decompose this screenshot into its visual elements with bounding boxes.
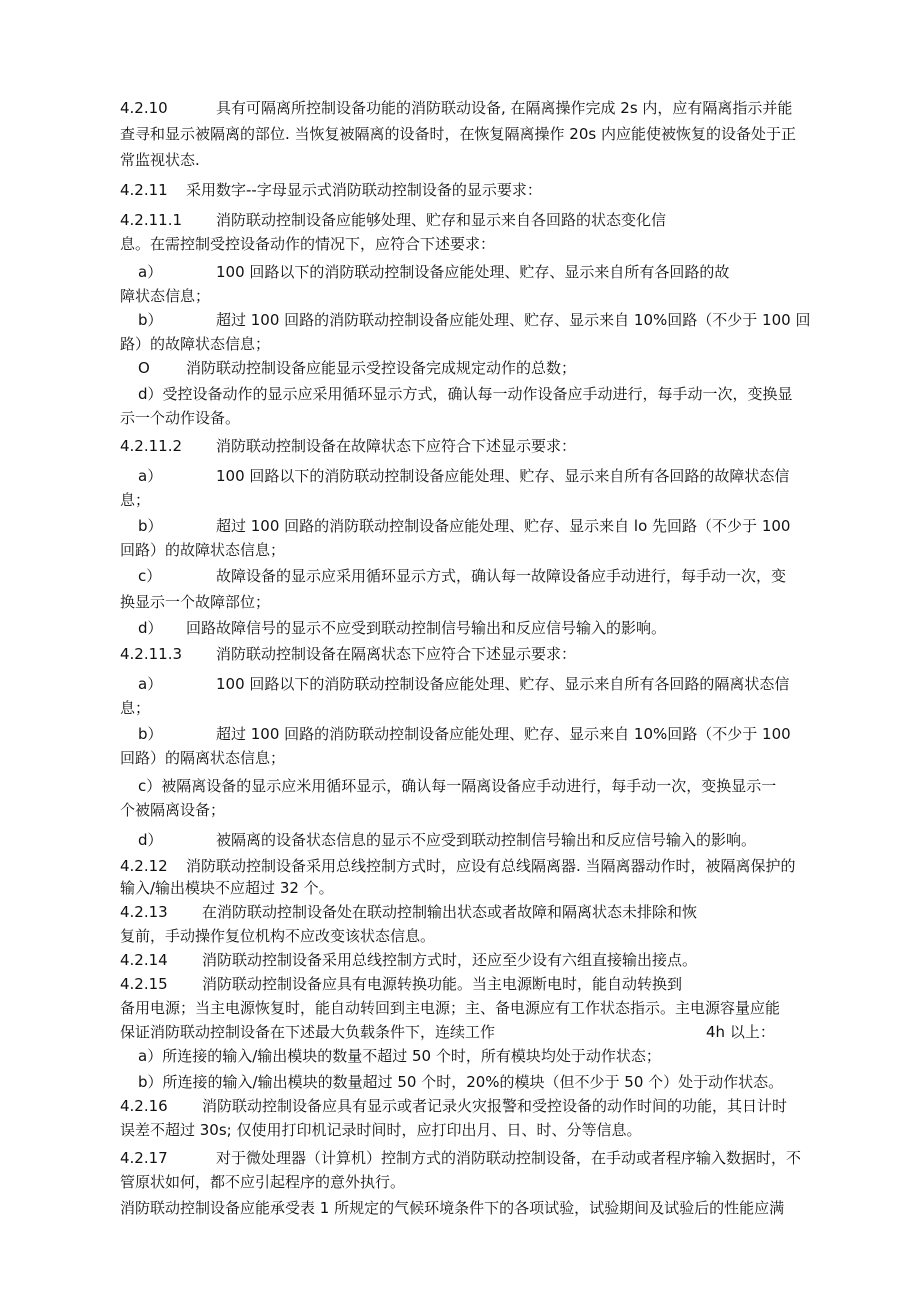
list-item xyxy=(0,618,667,640)
clause-text: 保证消防联动控制设备在下述最大负载条件下，连续工作 xyxy=(120,1023,496,1041)
clause-4-2-12 xyxy=(0,856,796,878)
paragraph-text: 消防联动控制设备应能承受表 1 所规定的气候环境条件下的各项试验，试验期间及试验后的性能应满 xyxy=(120,1199,785,1217)
clause-text: 采用数字--字母显示式消防联动控制设备的显示要求： xyxy=(186,181,542,199)
clause-number: 4.2.13 xyxy=(120,903,168,921)
item-text: 回路）的隔离状态信息； xyxy=(120,749,286,767)
item-text: c）被隔离设备的显示应米用循环显示，确认每一隔离设备应手动进行，每手动一次，变换显示一 xyxy=(138,777,777,795)
item-text: 100 回路以下的消防联动控制设备应能处理、贮存、显示来自所有各回路的隔离状态信 xyxy=(216,675,790,693)
clause-4-2-14 xyxy=(0,950,698,972)
item-label: d） xyxy=(138,831,163,849)
list-item xyxy=(0,674,790,696)
text-line xyxy=(0,926,436,948)
text-line xyxy=(0,698,151,720)
text-line xyxy=(0,878,334,900)
list-item xyxy=(0,516,791,538)
item-text: 回路故障信号的显示不应受到联动控制信号输出和反应信号输入的影响。 xyxy=(186,619,667,637)
item-text: 故障设备的显示应采用循环显示方式，确认每一故障设备应手动进行，每手动一次，变 xyxy=(216,567,787,585)
item-text: d）受控设备动作的显示应采用循环显示方式，确认每一动作设备应手动进行，每手动一次，变换显 xyxy=(138,385,793,403)
clause-number: 4.2.11 xyxy=(120,181,168,199)
list-item xyxy=(0,776,777,798)
list-item xyxy=(0,262,730,284)
clause-text: 消防联动控制设备在隔离状态下应符合下述显示要求： xyxy=(216,645,577,663)
item-text: 息； xyxy=(120,491,151,509)
clause-4-2-11-1 xyxy=(0,210,667,232)
clause-4-2-13 xyxy=(0,902,698,924)
text-line xyxy=(0,1022,775,1044)
text-line xyxy=(0,234,496,256)
clause-text: 息。在需控制受控设备动作的情况下，应符合下述要求： xyxy=(120,235,496,253)
text-line xyxy=(0,124,796,146)
clause-text: 对于微处理器（计算机）控制方式的消防联动控制设备，在手动或者程序输入数据时，不 xyxy=(216,1149,802,1167)
clause-text: 管原状如何，都不应引起程序的意外执行。 xyxy=(120,1173,406,1191)
item-label: b） xyxy=(138,517,163,535)
list-item xyxy=(0,358,577,380)
clause-number: 4.2.17 xyxy=(120,1149,168,1167)
clause-text: 消防联动控制设备采用总线控制方式时，还应至少设有六组直接输出接点。 xyxy=(202,951,698,969)
text-line xyxy=(0,150,200,172)
item-label: O xyxy=(138,359,150,377)
item-label: a） xyxy=(138,675,163,693)
item-text: 障状态信息； xyxy=(120,287,211,305)
clause-text: 误差不超过 30s; 仅使用打印机记录时间时，应打印出月、日、时、分等信息。 xyxy=(120,1121,642,1139)
list-item xyxy=(0,310,811,332)
item-text: 换显示一个故障部位； xyxy=(120,593,271,611)
clause-4-2-11-2 xyxy=(0,436,577,458)
item-text: 息； xyxy=(120,699,151,717)
item-text: 回路）的故障状态信息； xyxy=(120,541,286,559)
text-line xyxy=(0,1120,642,1142)
clause-text: 备用电源；当主电源恢复时，能自动转回到主电源；主、备电源应有工作状态指示。主电源容量应能 xyxy=(120,999,781,1017)
item-text: 被隔离的设备状态信息的显示不应受到联动控制信号输出和反应信号输入的影响。 xyxy=(216,831,757,849)
item-text: b）所连接的输入/输出模块的数量超过 50 个时，20%的模块（但不少于 50 个）处于动作状态。 xyxy=(138,1073,784,1091)
list-item xyxy=(0,1072,784,1094)
clause-text: 消防联动控制设备应具有显示或者记录火灾报警和受控设备的动作时间的功能，其日计时 xyxy=(202,1097,788,1115)
item-label: a） xyxy=(138,263,163,281)
text-line xyxy=(0,408,241,430)
list-item xyxy=(0,466,790,488)
item-label: b） xyxy=(138,311,163,329)
item-label: d） xyxy=(138,619,163,637)
clause-number: 4.2.11.3 xyxy=(120,645,183,663)
clause-text: 输入/输出模块不应超过 32 个。 xyxy=(120,879,334,897)
paragraph-line xyxy=(0,1198,785,1220)
list-item xyxy=(0,830,757,852)
item-text: 个被隔离设备； xyxy=(120,801,226,819)
clause-text: 查寻和显示被隔离的部位. 当恢复被隔离的设备时，在恢复隔离操作 20s 内应能使被恢复的设备处于正 xyxy=(120,125,796,143)
clause-number: 4.2.10 xyxy=(120,99,168,117)
clause-text: 4h 以上： xyxy=(706,1023,775,1041)
item-text: 超过 100 回路的消防联动控制设备应能处理、贮存、显示来自 10%回路（不少于 100 回 xyxy=(216,311,811,329)
clause-text: 具有可隔离所控制设备功能的消防联动设备, 在隔离操作完成 2s 内，应有隔离指示并能 xyxy=(216,99,793,117)
text-line xyxy=(0,286,211,308)
clause-text: 消防联动控制设备在故障状态下应符合下述显示要求： xyxy=(216,437,577,455)
list-item xyxy=(0,724,791,746)
clause-text: 在消防联动控制设备处在联动控制输出状态或者故障和隔离状态未排除和恢 xyxy=(202,903,698,921)
item-text: 消防联动控制设备应能显示受控设备完成规定动作的总数； xyxy=(186,359,577,377)
item-text: 超过 100 回路的消防联动控制设备应能处理、贮存、显示来自 10%回路（不少于 100 xyxy=(216,725,791,743)
item-text: 示一个动作设备。 xyxy=(120,409,241,427)
clause-text: 消防联动控制设备应能够处理、贮存和显示来自各回路的状态变化信 xyxy=(216,211,667,229)
clause-text: 消防联动控制设备应具有电源转换功能。当主电源断电时，能自动转换到 xyxy=(202,975,683,993)
text-line xyxy=(0,998,781,1020)
clause-number: 4.2.11.1 xyxy=(120,211,183,229)
clause-4-2-10 xyxy=(0,98,793,120)
clause-4-2-11 xyxy=(0,180,542,202)
clause-text: 消防联动控制设备采用总线控制方式时，应设有总线隔离器. 当隔离器动作时，被隔离保护的 xyxy=(186,857,796,875)
item-text: 路）的故障状态信息； xyxy=(120,335,271,353)
clause-text: 复前，手动操作复位机构不应改变该状态信息。 xyxy=(120,927,436,945)
text-line xyxy=(0,490,151,512)
text-line xyxy=(0,540,286,562)
clause-number: 4.2.14 xyxy=(120,951,168,969)
clause-number: 4.2.15 xyxy=(120,975,168,993)
item-text: a）所连接的输入/输出模块的数量不超过 50 个时，所有模块均处于动作状态； xyxy=(138,1047,661,1065)
clause-4-2-16 xyxy=(0,1096,788,1118)
text-line xyxy=(0,1172,406,1194)
list-item xyxy=(0,384,793,406)
text-line xyxy=(0,334,271,356)
list-item xyxy=(0,1046,661,1068)
item-label: c） xyxy=(138,567,162,585)
item-text: 100 回路以下的消防联动控制设备应能处理、贮存、显示来自所有各回路的故障状态信 xyxy=(216,467,790,485)
clause-number: 4.2.12 xyxy=(120,857,168,875)
item-label: b） xyxy=(138,725,163,743)
item-text: 超过 100 回路的消防联动控制设备应能处理、贮存、显示来自 lo 先回路（不少于 100 xyxy=(216,517,791,535)
list-item xyxy=(0,566,787,588)
item-label: a） xyxy=(138,467,163,485)
text-line xyxy=(0,800,226,822)
clause-text: 常监视状态. xyxy=(120,151,200,169)
item-text: 100 回路以下的消防联动控制设备应能处理、贮存、显示来自所有各回路的故 xyxy=(216,263,730,281)
text-line xyxy=(0,748,286,770)
text-line xyxy=(0,592,271,614)
clause-number: 4.2.11.2 xyxy=(120,437,183,455)
clause-4-2-15 xyxy=(0,974,683,996)
clause-4-2-17 xyxy=(0,1148,802,1170)
clause-4-2-11-3 xyxy=(0,644,577,666)
clause-number: 4.2.16 xyxy=(120,1097,168,1115)
